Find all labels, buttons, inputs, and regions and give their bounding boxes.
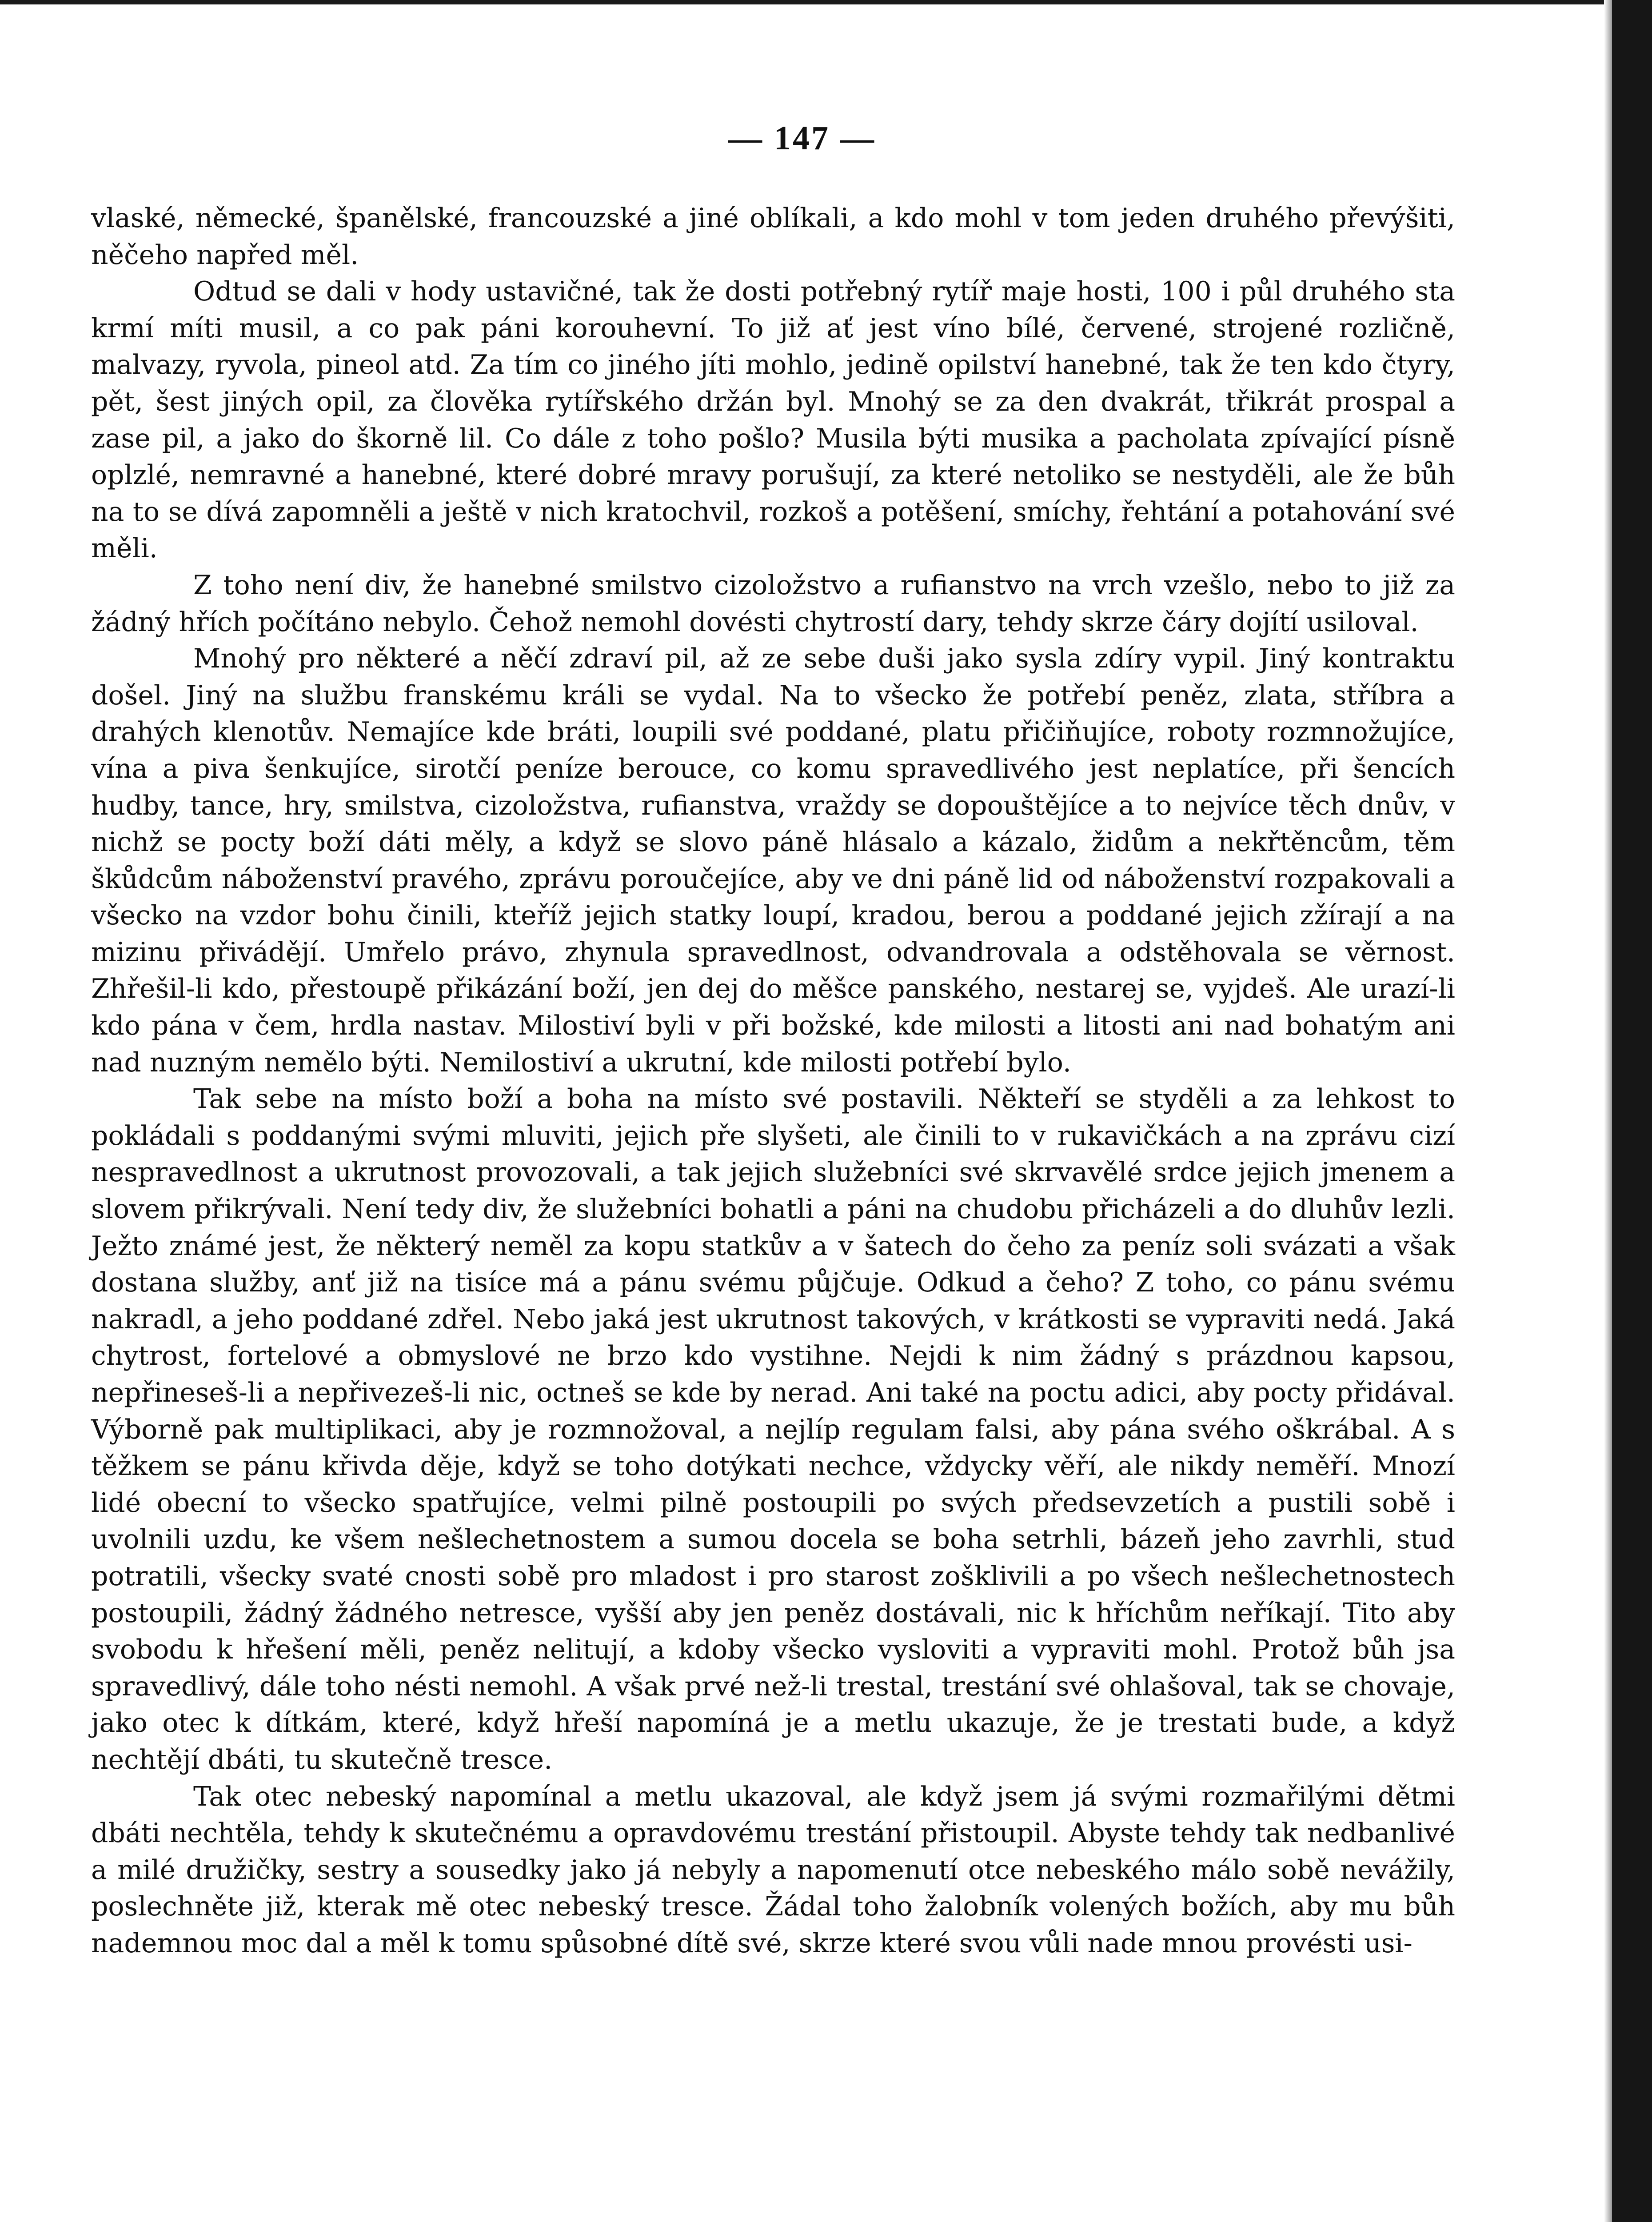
page-number: — 147 — <box>728 120 876 157</box>
paragraph-2: Odtud se dali v hody ustavičné, tak že dosti potřebný rytíř maje hosti, 100 i půl druhého sta krmí míti musil, a co pak páni korouhevní. To již ať jest víno bílé, červené, strojené rozličně, malvazy, ryvola, pineol atd. Za tím co jiného jíti mohlo, jedině opilství hanebné, tak že ten kdo čtyry, pět, šest jiných opil, za člověka rytířského držán byl. Mnohý se za den dvakrát, třikrát prospal a zase pil, a jako do škorně lil. Co dále z toho pošlo? Musila býti musika a pacholata zpívající písně oplzlé, nemravné a hanebné, které dobré mravy porušují, za které netoliko se nestyděli, ale že bůh na to se dívá zapomněli a ještě v nich kratochvil, rozkoš a potěšení, smíchy, řehtání a potahování své měli. <box>91 276 1455 564</box>
paragraph-3: Z toho není div, že hanebné smilstvo cizoložstvo a rufianstvo na vrch vzešlo, nebo to již za žádný hřích počítáno nebylo. Čehož nemohl dovésti chytrostí dary, tehdy skrze čáry dojítí usiloval. <box>91 569 1455 638</box>
body-text <box>91 200 1455 1962</box>
paragraph-5: Tak sebe na místo boží a boha na místo své postavili. Někteří se styděli a za lehkost to pokládali s poddanými svými mluviti, jejich pře slyšeti, ale činili to v rukavičkách a na zprávu cizí nespravedlnost a ukrutnost provozovali, a tak jejich služebníci své skrvavělé srdce jejich jmenem a slovem přikrývali. Není tedy div, že služebníci bohatli a páni na chudobu přicházeli a do dluhův lezli. Ježto známé jest, že některý neměl za kopu statkův a v šatech do čeho za peníz soli svázati a však dostana služby, anť již na tisíce má a pánu svému půjčuje. Odkud a čeho? Z toho, co pánu svému nakradl, a jeho poddané zdřel. Nebo jaká jest ukrutnost takových, v krátkosti se vypraviti nedá. Jaká chytrost, fortelové a obmyslové ne brzo kdo vystihne. Nejdi k nim žádný s prázdnou kapsou, nepřineseš-li a nepřivezeš-li nic, octneš se kde by nerad. Ani také na poctu adici, aby pocty přidával. Výborně pak multiplikaci, aby je rozmnožoval, a nejlíp regulam falsi, aby pána svého oškrábal. A s těžkem se pánu křivda děje, když se toho dotýkati nechce, vždycky věří, ale nikdy neměří. Mnozí lidé obecní to všecko spatřujíce, velmi pilně postoupili po svých předsevzetích a pustili sobě i uvolnili uzdu, ke všem nešlechetnostem a sumou docela se boha setrhli, bázeň jeho zavrhli, stud potratili, všecky svaté cnosti sobě pro mladost i pro starost zošklivili a po všech nešlechetnostech postoupili, žádný žádného netresce, vyšší aby jen peněz dostávali, nic k hříchům neříkají. Tito aby svobodu k hřešení měli, peněz nelitují, a kdoby všecko vysloviti a vypraviti mohl. Protož bůh jsa spravedlivý, dále toho nésti nemohl. A však prvé než-li trestal, trestání své ohlašoval, tak se chovaje, jako otec k dítkám, které, když hřeší napomíná je a metlu ukazuje, že je trestati bude, a když nechtějí dbáti, tu skutečně tresce. <box>91 1083 1455 1775</box>
page-right-shadow <box>1604 0 1612 2222</box>
page-right-edge <box>1612 0 1652 2222</box>
paragraph-1: vlaské, německé, španělské, francouzské a jiné oblíkali, a kdo mohl v tom jeden druhého převýšiti, něčeho napřed měl. <box>91 203 1455 271</box>
paragraph-4: Mnohý pro některé a něčí zdraví pil, až ze sebe duši jako sysla zdíry vypil. Jiný kontraktu došel. Jiný na službu franskému králi se vydal. Na to všecko že potřebí peněz, zlata, stříbra a drahých klenotův. Nemajíce kde bráti, loupili své poddané, platu přičiňujíce, roboty rozmnožujíce, vína a piva šenkujíce, sirotčí peníze berouce, co komu spravedlivého jest neplatíce, při šencích hudby, tance, hry, smilstva, cizoložstva, rufianstva, vraždy se dopouštějíce a to nejvíce těch dnův, v nichž se pocty boží dáti měly, a když se slovo páně hlásalo a kázalo, židům a nekřtěncům, těm škůdcům náboženství pravého, zprávu poroučejíce, aby ve dni páně lid od náboženství rozpakovali a všecko na vzdor bohu činili, kteříž jejich statky loupí, kradou, berou a poddané jejich zžírají a na mizinu přivádějí. Umřelo právo, zhynula spravedlnost, odvandrovala a odstěhovala se věrnost. Zhřešil-li kdo, přestoupě přikázání boží, jen dej do měšce panského, nestarej se, vyjdeš. Ale urazí-li kdo pána v čem, hrdla nastav. Milostiví byli v při božské, kde milosti a litosti ani nad bohatým ani nad nuzným nemělo býti. Nemilostiví a ukrutní, kde milosti potřebí bylo. <box>91 643 1455 1078</box>
paragraph-6: Tak otec nebeský napomínal a metlu ukazoval, ale když jsem já svými rozmařilými dětmi dbáti nechtěla, tehdy k skutečnému a opravdovému trestání přistoupil. Abyste tehdy tak nedbanlivé a milé družičky, sestry a sousedky jako já nebyly a napomenutí otce nebeského málo sobě nevážily, poslechněte již, kterak mě otec nebeský tresce. Žádal toho žalobník volených božích, aby mu bůh nademnou moc dal a měl k tomu spůsobné dítě své, skrze které svou vůli nade mnou provésti usi- <box>91 1781 1455 1959</box>
